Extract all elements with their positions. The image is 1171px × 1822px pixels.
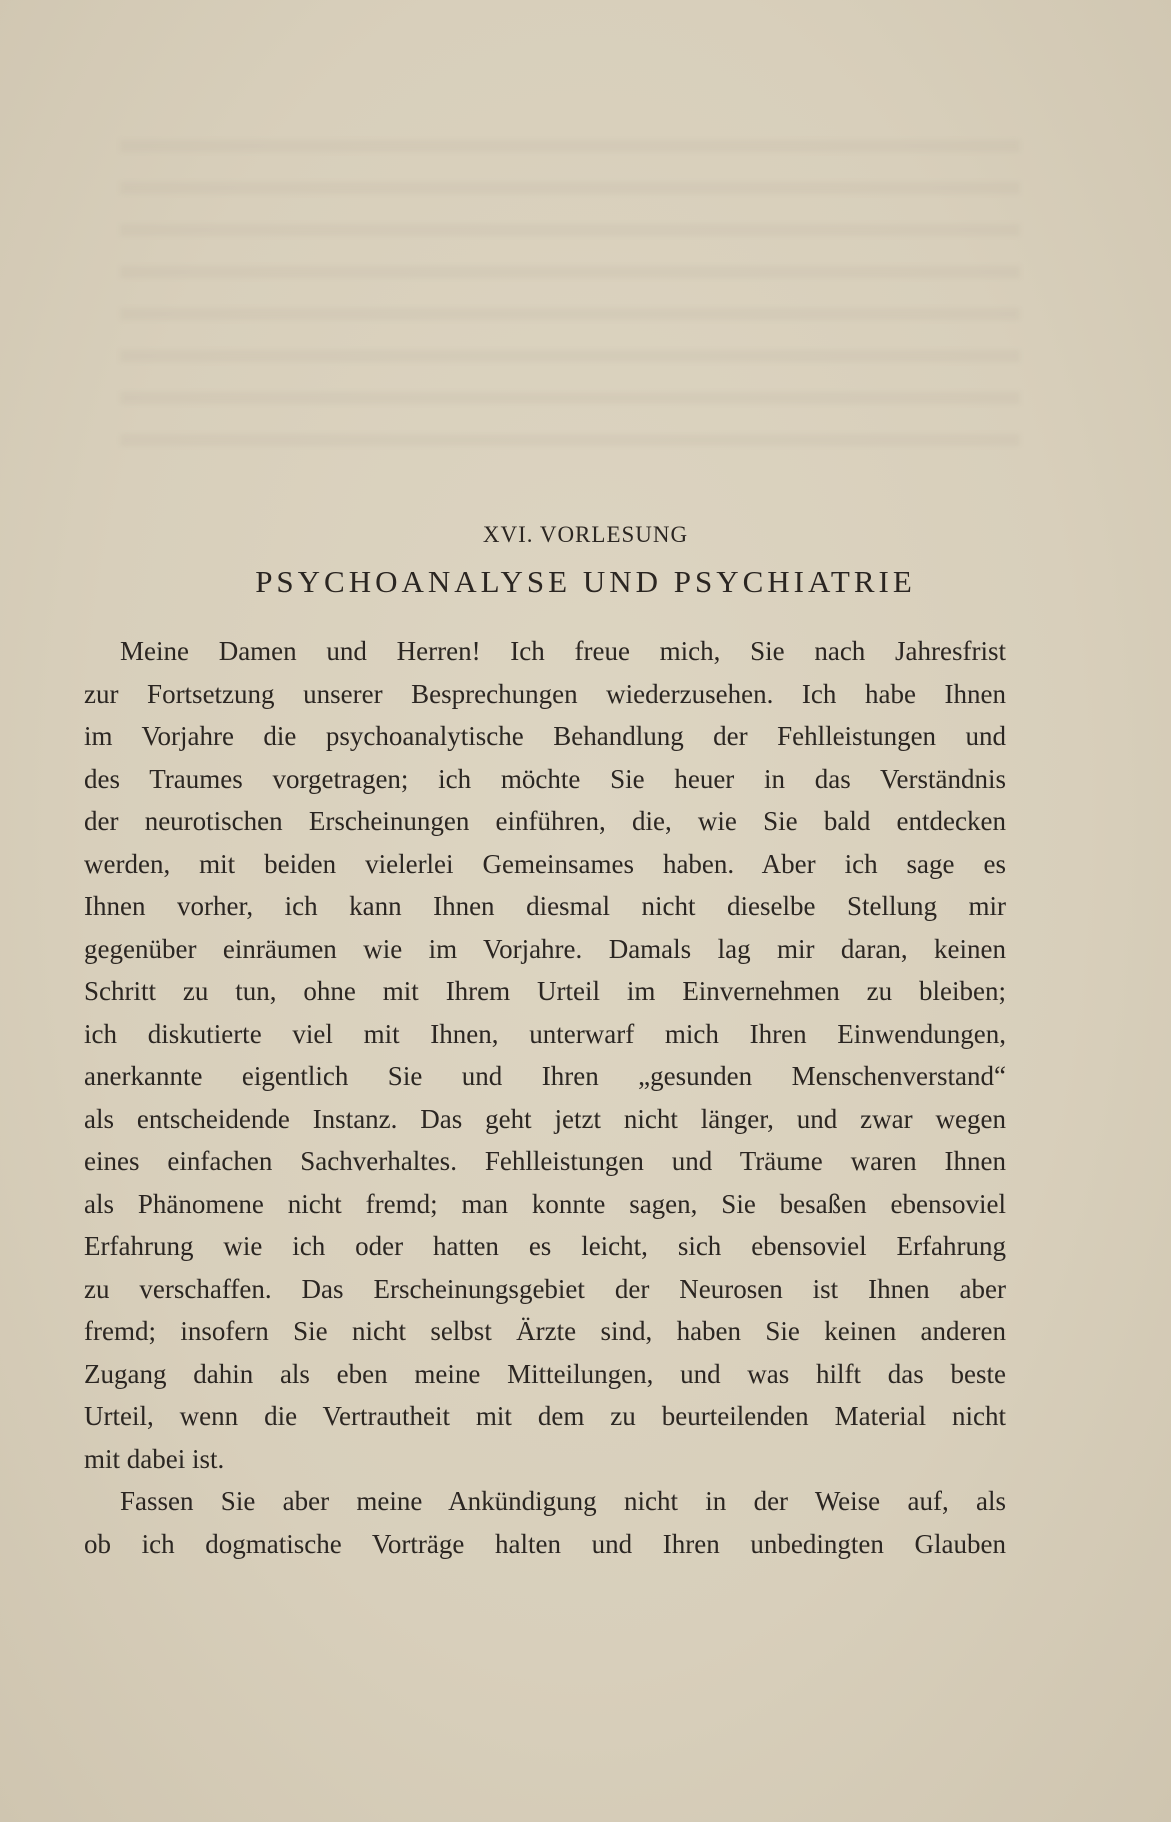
bleed-through-texture xyxy=(120,110,1020,470)
text-line: als Phänomene nicht fremd; man konnte sagen, Sie besaßen ebensoviel xyxy=(84,1188,1006,1219)
text-line: werden, mit beiden vielerlei Gemeinsames haben. Aber ich sage es xyxy=(84,848,1006,879)
text-line: ich diskutierte viel mit Ihnen, unterwarf mich Ihren Einwendungen, xyxy=(84,1018,1006,1049)
chapter-number: XVI. VORLESUNG xyxy=(482,522,689,547)
text-line: zur Fortsetzung unserer Besprechungen wiederzusehen. Ich habe Ihnen xyxy=(84,678,1006,709)
text-line: Schritt zu tun, ohne mit Ihrem Urteil im Einvernehmen zu bleiben; xyxy=(84,976,1006,1006)
text-line: mit dabei ist. xyxy=(84,1443,225,1474)
text-line: eines einfachen Sachverhaltes. Fehlleistungen und Träume waren Ihnen xyxy=(84,1146,1006,1176)
text-line: Urteil, wenn die Vertrautheit mit dem zu beurteilenden Material nicht xyxy=(84,1401,1006,1431)
text-line: zu verschaffen. Das Erscheinungsgebiet der Neurosen ist Ihnen aber xyxy=(84,1273,1006,1304)
text-line: im Vorjahre die psychoanalytische Behandlung der Fehlleistungen und xyxy=(84,721,1006,751)
text-line: der neurotischen Erscheinungen einführen, die, wie Sie bald entdecken xyxy=(84,806,1006,836)
text-line: Erfahrung wie ich oder hatten es leicht, sich ebensoviel Erfahrung xyxy=(84,1231,1006,1261)
text-line: ob ich dogmatische Vorträge halten und Ihren unbedingten Glauben xyxy=(84,1528,1006,1559)
text-line: Zugang dahin als eben meine Mitteilungen, und was hilft das beste xyxy=(84,1358,1006,1389)
text-line: Meine Damen und Herren! Ich freue mich, Sie nach Jahresfrist xyxy=(120,636,1006,666)
text-line: Ihnen vorher, ich kann Ihnen diesmal nicht dieselbe Stellung mir xyxy=(84,891,1006,921)
text-line: des Traumes vorgetragen; ich möchte Sie heuer in das Verständnis xyxy=(84,763,1006,794)
text-line: Fassen Sie aber meine Ankündigung nicht in der Weise auf, als xyxy=(120,1486,1006,1516)
text-line: als entscheidende Instanz. Das geht jetzt nicht länger, und zwar wegen xyxy=(84,1103,1006,1134)
text-line: anerkannte eigentlich Sie und Ihren „gesunden Menschenverstand“ xyxy=(84,1061,1006,1091)
text-line: fremd; insofern Sie nicht selbst Ärzte sind, haben Sie keinen anderen xyxy=(84,1316,1006,1346)
body-text xyxy=(84,630,1006,1565)
chapter-title: PSYCHOANALYSE UND PSYCHIATRIE xyxy=(255,564,916,599)
text-line: gegenüber einräumen wie im Vorjahre. Damals lag mir daran, keinen xyxy=(84,933,1006,964)
